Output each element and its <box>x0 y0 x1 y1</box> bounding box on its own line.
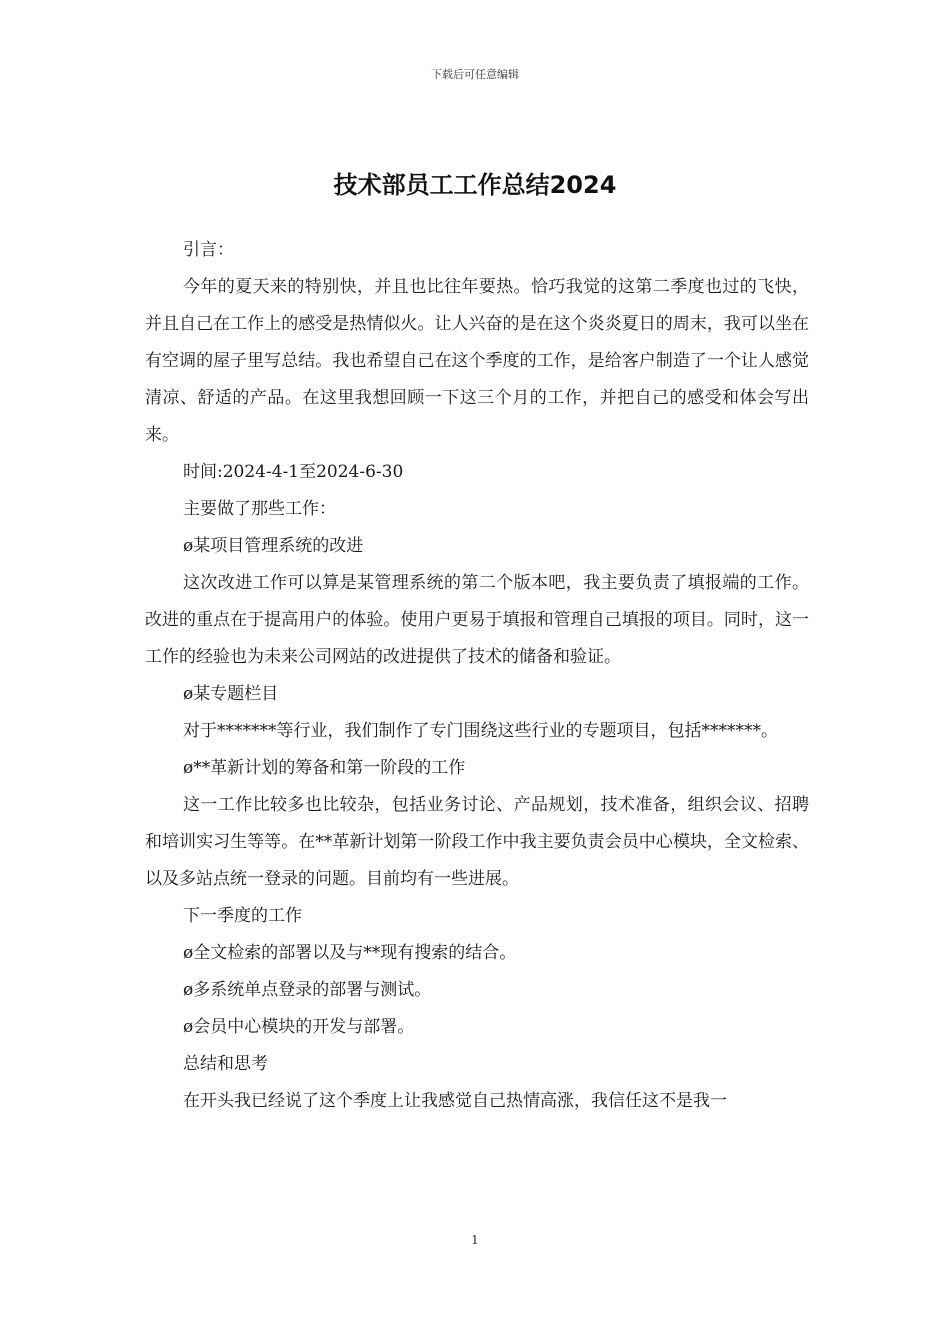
paragraph-intro-heading: 引言： <box>183 240 234 260</box>
page-number: 1 <box>471 1233 479 1247</box>
paragraph-period: 时间:2024-4-1至2024-6-30 <box>183 462 404 482</box>
paragraph-reform-plan: 这一工作比较多也比较杂，包括业务讨论、产品规划，技术准备，组织会议、招聘和培训实习生等等。在**革新计划第一阶段工作中我主要负责会员中心模块，全文检索、以及多站点统一登录的问题。目前均有一些进展。 <box>145 795 809 889</box>
paragraph-summary: 在开头我已经说了这个季度上让我感觉自己热情高涨，我信任这不是我一 <box>183 1091 727 1111</box>
list-item-special-column: ø某专题栏目 <box>183 684 279 704</box>
page-header: 下载后可任意编辑 <box>431 68 519 81</box>
paragraph-project-system: 这次改进工作可以算是某管理系统的第二个版本吧，我主要负责了填报端的工作。改进的重点在于提高用户的体验。使用户更易于填报和管理自己填报的项目。同时，这一工作的经验也为未来公司网站的改进提供了技术的储备和验证。 <box>145 573 809 667</box>
list-item-fulltext-search: ø全文检索的部署以及与**现有搜索的结合。 <box>183 943 517 963</box>
paragraph-intro: 今年的夏天来的特别快，并且也比往年要热。恰巧我觉的这第二季度也过的飞快，并且自己在工作上的感受是热情似火。让人兴奋的是在这个炎炎夏日的周末，我可以坐在有空调的屋子里写总结。我也希望自己在这个季度的工作，是给客户制造了一个让人感觉清凉、舒适的产品。在这里我想回顾一下这三个月的工作，并把自己的感受和体会写出来。 <box>145 277 809 445</box>
document-body <box>145 232 809 1120</box>
list-item-sso: ø多系统单点登录的部署与测试。 <box>183 980 432 1000</box>
paragraph-summary-heading: 总结和思考 <box>183 1054 268 1074</box>
paragraph-next-quarter-heading: 下一季度的工作 <box>183 906 302 926</box>
paragraph-special-column: 对于*******等行业，我们制作了专门围绕这些行业的专题项目，包括*******。 <box>183 721 778 741</box>
list-item-member-center: ø会员中心模块的开发与部署。 <box>183 1017 415 1037</box>
paragraph-main-work-heading: 主要做了那些工作： <box>183 499 336 519</box>
list-item-reform-plan: ø**革新计划的筹备和第一阶段的工作 <box>183 758 466 778</box>
document-title: 技术部员工工作总结2024 <box>333 171 617 200</box>
list-item-project-system: ø某项目管理系统的改进 <box>183 536 364 556</box>
